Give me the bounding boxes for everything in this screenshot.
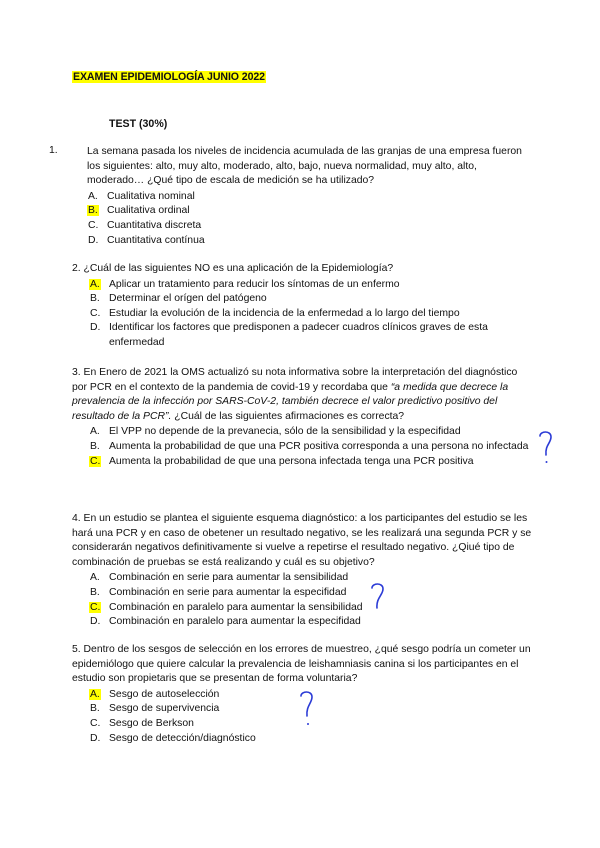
option-letter: B.: [90, 703, 100, 715]
question-2-text: 2. ¿Cuál de las siguientes NO es una aplicación de la Epidemiología?: [72, 263, 394, 274]
option-5d: [89, 732, 532, 747]
question-3-text-part: 3. En Enero de 2021 la OMS actualizó su nota informativa sobre la interpretación del diagnóstico por PCR en el contexto de la pandemia de covid-19 y recordaba que: [72, 367, 518, 393]
option-letter: B.: [90, 440, 100, 452]
option-letter: C.: [88, 219, 99, 231]
option-text: El VPP no depende de la prevanecia, sólo de la sensibilidad y la especifidad: [109, 426, 461, 438]
question-5-text: 5. Dentro de los sesgos de selección en los errores de muestreo, ¿qué sesgo podría un cometer un epidemiólogo que quiere calcular la prevalencia de leishamniasis canina si los participantes en el estudio son propietaris que se presentan de forma voluntaria?: [72, 644, 531, 685]
option-2b: [89, 292, 532, 307]
question-mark-icon: [294, 688, 320, 728]
option-letter: A.: [90, 572, 100, 584]
option-text: Aumenta la probabilidad de que una PCR positiva corresponda a una persona no infectada: [109, 440, 529, 452]
question-3-text: [72, 366, 532, 424]
option-text: Cualitativa ordinal: [107, 205, 190, 217]
question-1-number: 1.: [49, 145, 58, 156]
option-text: Combinación en serie para aumentar la especifidad: [109, 586, 347, 598]
option-letter: D.: [90, 616, 101, 628]
question-4: [72, 512, 532, 630]
option-text: Cualitativa nominal: [107, 190, 195, 202]
option-text: Combinación en paralelo para aumentar la sensibilidad: [109, 601, 363, 613]
option-1b: [87, 204, 527, 219]
question-mark-icon: [532, 428, 558, 468]
option-letter-highlighted: C.: [90, 601, 101, 613]
option-letter-highlighted: A.: [90, 278, 100, 290]
option-1d: [87, 234, 527, 249]
section-title: TEST (30%): [109, 118, 168, 130]
option-text: Sesgo de supervivencia: [109, 703, 220, 715]
option-letter: D.: [88, 234, 99, 246]
option-text: Sesgo de detección/diagnóstico: [109, 732, 256, 744]
option-letter: C.: [90, 307, 101, 319]
exam-title: EXAMEN EPIDEMIOLOGÍA JUNIO 2022: [73, 71, 265, 83]
option-text: Aumenta la probabilidad de que una persona infectada tenga una PCR positiva: [109, 455, 474, 467]
option-letter: B.: [90, 586, 100, 598]
option-text: Estudiar la evolución de la incidencia de la enfermedad a lo largo del tiempo: [109, 307, 460, 319]
option-3b: [89, 440, 532, 455]
option-letter: C.: [90, 717, 101, 729]
question-3-options: [72, 425, 532, 469]
question-4-options: [72, 571, 532, 629]
question-3: [72, 366, 532, 469]
option-letter-highlighted: B.: [88, 205, 98, 217]
option-text: Sesgo de autoselección: [109, 688, 220, 700]
option-4b: [89, 586, 532, 601]
option-2c: [89, 307, 532, 322]
question-3-quote: “a medida que decrece la prevalencia de la infección por SARS-CoV-2, también decrece el valor predictivo positivo del resultado de la PCR”.: [72, 381, 509, 422]
option-1c: [87, 219, 527, 234]
question-2: [72, 262, 532, 351]
question-mark-icon: [364, 580, 390, 620]
option-letter: A.: [90, 426, 100, 438]
option-text: Sesgo de Berkson: [109, 717, 194, 729]
option-letter: D.: [90, 732, 101, 744]
option-letter-highlighted: C.: [90, 455, 101, 467]
question-2-options: [72, 278, 532, 351]
option-text: Cuantitativa discreta: [107, 219, 202, 231]
option-3c: [89, 455, 532, 470]
option-letter: B.: [90, 293, 100, 305]
option-text: Combinación en serie para aumentar la sensibilidad: [109, 572, 349, 584]
option-3a: [89, 425, 532, 440]
option-text: Aplicar un tratamiento para reducir los síntomas de un enfermo: [109, 278, 400, 290]
question-3-text-part: ¿Cuál de las siguientes afirmaciones es correcta?: [171, 410, 405, 422]
option-4d: [89, 615, 532, 630]
option-text: Identificar los factores que predisponen a padecer cuadros clínicos graves de esta enfermedad: [109, 322, 488, 348]
option-letter-highlighted: A.: [90, 688, 100, 700]
option-4c: [89, 601, 532, 616]
option-1a: [87, 190, 527, 205]
question-1: [87, 145, 527, 248]
option-2d: [89, 321, 532, 350]
option-4a: [89, 571, 532, 586]
option-letter: D.: [90, 322, 101, 334]
question-4-text: 4. En un estudio se plantea el siguiente esquema diagnóstico: a los participantes del estudio se les hará una PCR y en caso de obetener un resultado negativo, se les realizará una segunda PCR y se considerarán negativos definitivamente si vuelve a repetirse el resultado negativo. ¿Qiué tipo de combinación de pruebas se está realizando y cuál es su objetivo?: [72, 513, 532, 568]
option-letter: A.: [88, 190, 98, 202]
option-text: Combinación en paralelo para aumentar la especifidad: [109, 616, 361, 628]
question-1-text: La semana pasada los niveles de incidencia acumulada de las granjas de una empresa fueron los siguientes: alto, muy alto, moderado, alto, bajo, nueva normalidad, muy alto, alto, moderado… ¿Qué tipo de escala de medición se ha utilizado?: [87, 146, 522, 187]
option-text: Cuantitativa contínua: [107, 234, 205, 246]
option-text: Determinar el orígen del patógeno: [109, 293, 267, 305]
option-2a: [89, 278, 532, 293]
question-1-options: [87, 190, 527, 248]
